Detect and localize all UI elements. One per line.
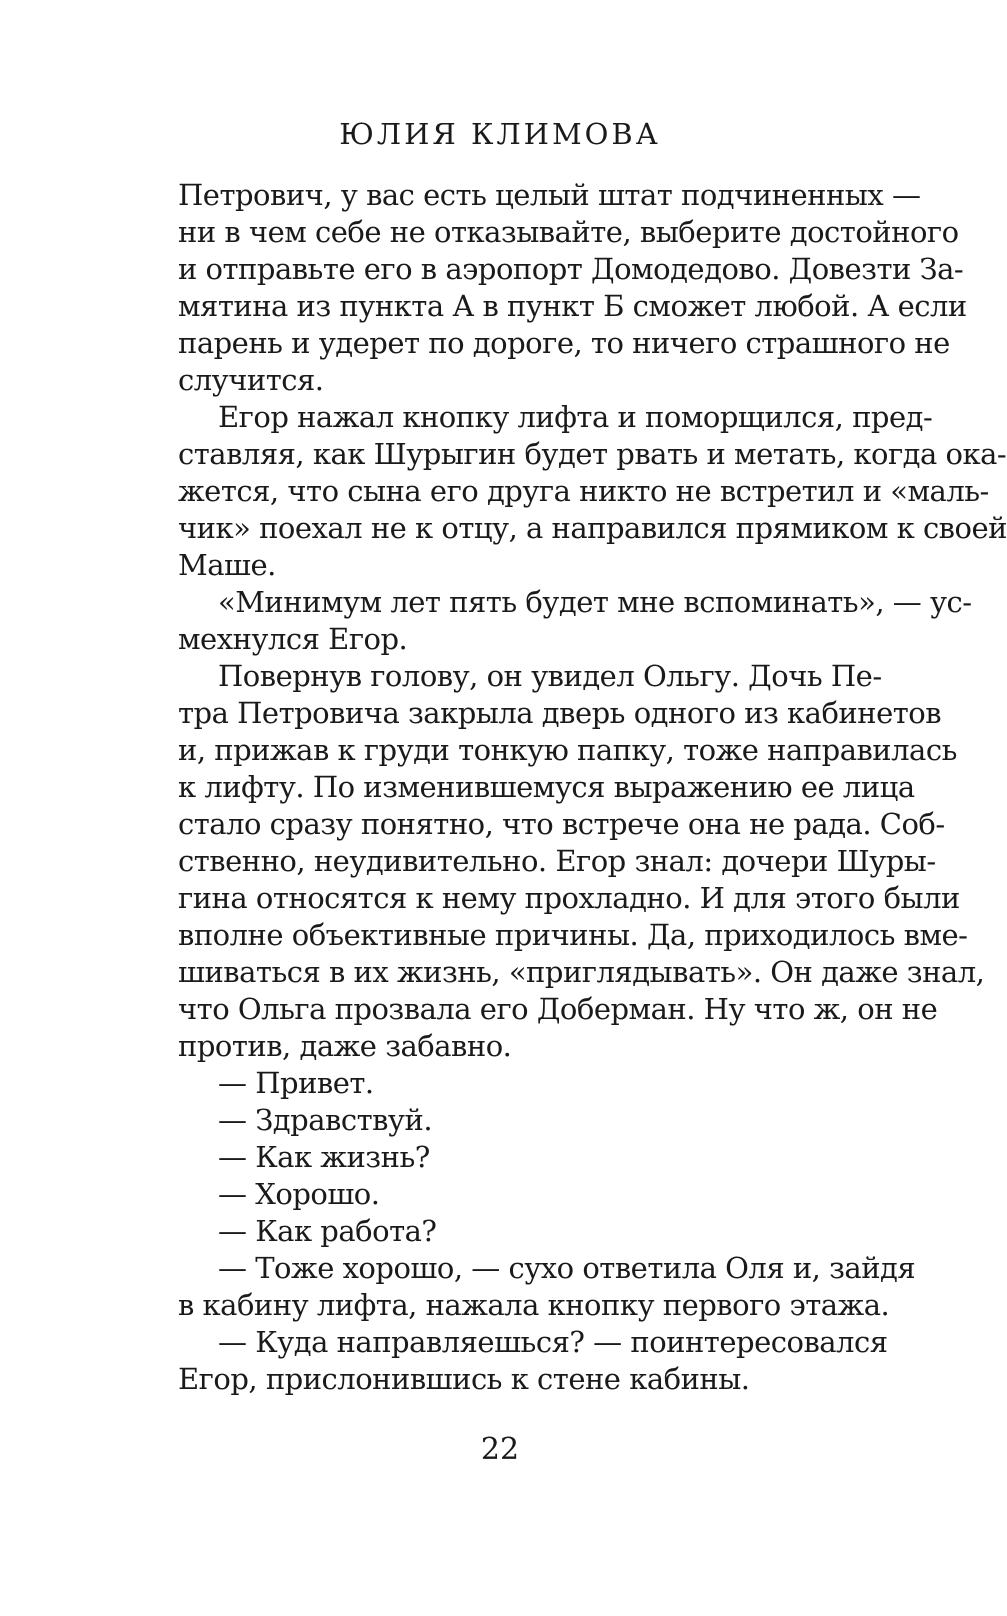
text-line: стало сразу понятно, что встрече она не рада. Соб-	[178, 807, 945, 841]
body-text	[178, 177, 1007, 1398]
text-line: Повернув голову, он увидел Ольгу. Дочь Пе-	[218, 659, 882, 693]
text-line: «Минимум лет пять будет мне вспоминать», — ус-	[218, 585, 972, 619]
text-line: чик» поехал не к отцу, а направился прямиком к своей	[178, 511, 1007, 545]
text-line: — Здравствуй.	[218, 1103, 433, 1137]
page-number: 22	[480, 1432, 520, 1467]
text-line: гина относятся к нему прохладно. И для этого были	[178, 881, 960, 915]
text-line: жется, что сына его друга никто не встретил и «маль-	[178, 474, 989, 508]
text-line: Егор, прислонившись к стене кабины.	[178, 1362, 750, 1396]
text-line: вполне объективные причины. Да, приходилось вме-	[178, 918, 968, 952]
text-line: ставляя, как Шурыгин будет рвать и метать, когда ока-	[178, 437, 1007, 471]
text-line: шиваться в их жизнь, «приглядывать». Он даже знал,	[178, 955, 985, 989]
text-line: Маше.	[178, 548, 276, 582]
text-line: Петрович, у вас есть целый штат подчиненных —	[178, 178, 921, 212]
text-line: что Ольга прозвала его Доберман. Ну что ж, он не	[178, 992, 938, 1026]
running-head: ЮЛИЯ КЛИМОВА	[339, 117, 661, 151]
text-line: и отправьте его в аэропорт Домодедово. Довезти За-	[178, 252, 964, 286]
text-line: — Привет.	[218, 1066, 374, 1100]
text-line: — Куда направляешься? — поинтересовался	[218, 1325, 888, 1359]
text-line: ни в чем себе не отказывайте, выберите достойного	[178, 215, 959, 249]
text-line: Егор нажал кнопку лифта и поморщился, пред-	[218, 400, 933, 434]
text-line: ственно, неудивительно. Егор знал: дочери Шуры-	[178, 844, 936, 878]
text-line: — Как работа?	[218, 1214, 437, 1248]
text-line: — Хорошо.	[218, 1177, 380, 1211]
text-line: случится.	[178, 363, 324, 397]
text-line: к лифту. По изменившемуся выражению ее лица	[178, 770, 915, 804]
text-line: — Тоже хорошо, — сухо ответила Оля и, зайдя	[218, 1251, 916, 1285]
text-line: тра Петровича закрыла дверь одного из кабинетов	[178, 696, 942, 730]
text-line: против, даже забавно.	[178, 1029, 512, 1063]
text-line: — Как жизнь?	[218, 1140, 430, 1174]
text-line: и, прижав к груди тонкую папку, тоже направилась	[178, 733, 957, 767]
text-line: в кабину лифта, нажала кнопку первого этажа.	[178, 1288, 890, 1322]
text-line: мехнулся Егор.	[178, 622, 408, 656]
text-line: парень и удерет по дороге, то ничего страшного не	[178, 326, 950, 360]
text-line: мятина из пункта А в пункт Б сможет любой. А если	[178, 289, 967, 323]
